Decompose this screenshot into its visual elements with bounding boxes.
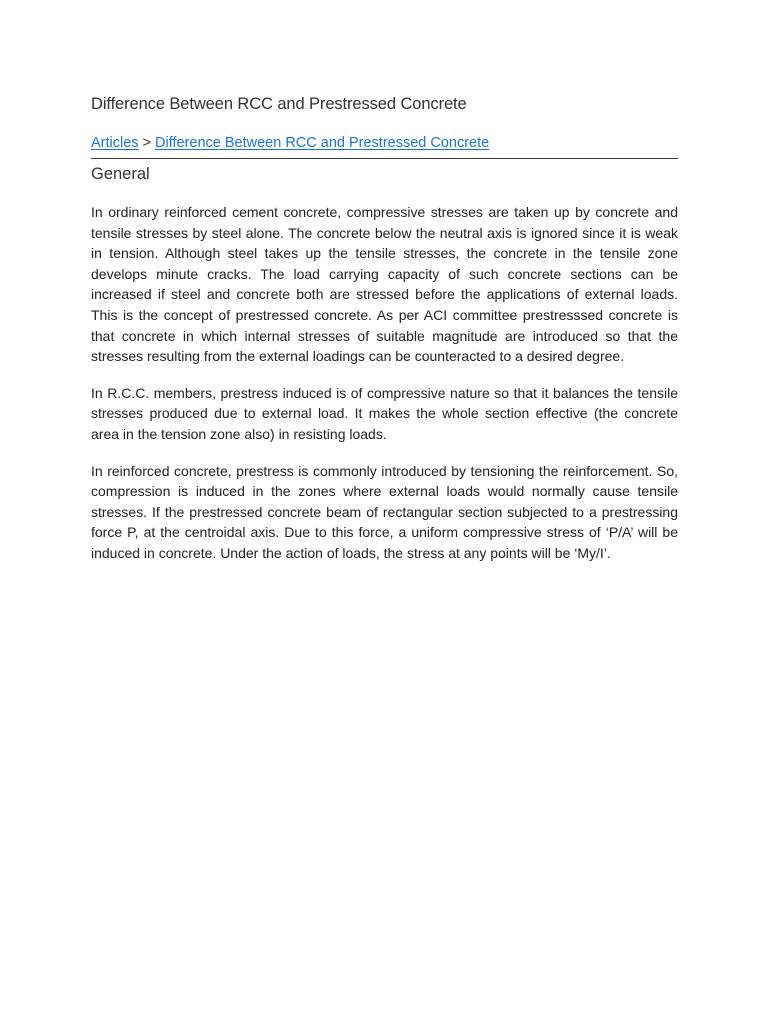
paragraph-1: In ordinary reinforced cement concrete, compressive stresses are taken up by concrete and tensile stresses by steel alone. The concrete below the neutral axis is ignored since it is weak in tension. Although steel takes up the tensile stresses, the concrete in the tensile zone develops minute cracks. The load carrying capacity of such concrete sections can be increased if steel and concrete both are stressed before the applications of external loads. This is the concept of prestressed concrete. As per ACI committee prestresssed concrete is that concrete in which internal stresses of suitable magnitude are introduced so that the stresses resulting from the external loadings can be counteracted to a desired degree. [91, 204, 678, 365]
page-title: Difference Between RCC and Prestressed Concrete [91, 95, 467, 113]
breadcrumb [91, 133, 678, 153]
breadcrumb-separator: > [142, 135, 152, 151]
breadcrumb-link-current[interactable]: Difference Between RCC and Prestressed Concrete [155, 135, 490, 151]
paragraph-2: In R.C.C. members, prestress induced is of compressive nature so that it balances the tensile stresses produced due to external load. It makes the whole section effective (the concrete area in the tension zone also) in resisting loads. [91, 384, 678, 442]
breadcrumb-link-articles[interactable]: Articles [91, 135, 139, 151]
paragraph-3: In reinforced concrete, prestress is commonly introduced by tensioning the reinforcement. So, compression is induced in the zones where external loads would normally cause tensile stresses. If the prestressed concrete beam of rectangular section subjected to a prestressing force P, at the centroidal axis. Due to this force, a uniform compressive stress of ‘P/A’ will be induced in concrete. Under the action of loads, the stress at any points will be ‘My/I’. [91, 462, 678, 561]
divider [91, 158, 678, 159]
document-page [91, 92, 678, 564]
section-heading: General [91, 165, 150, 183]
